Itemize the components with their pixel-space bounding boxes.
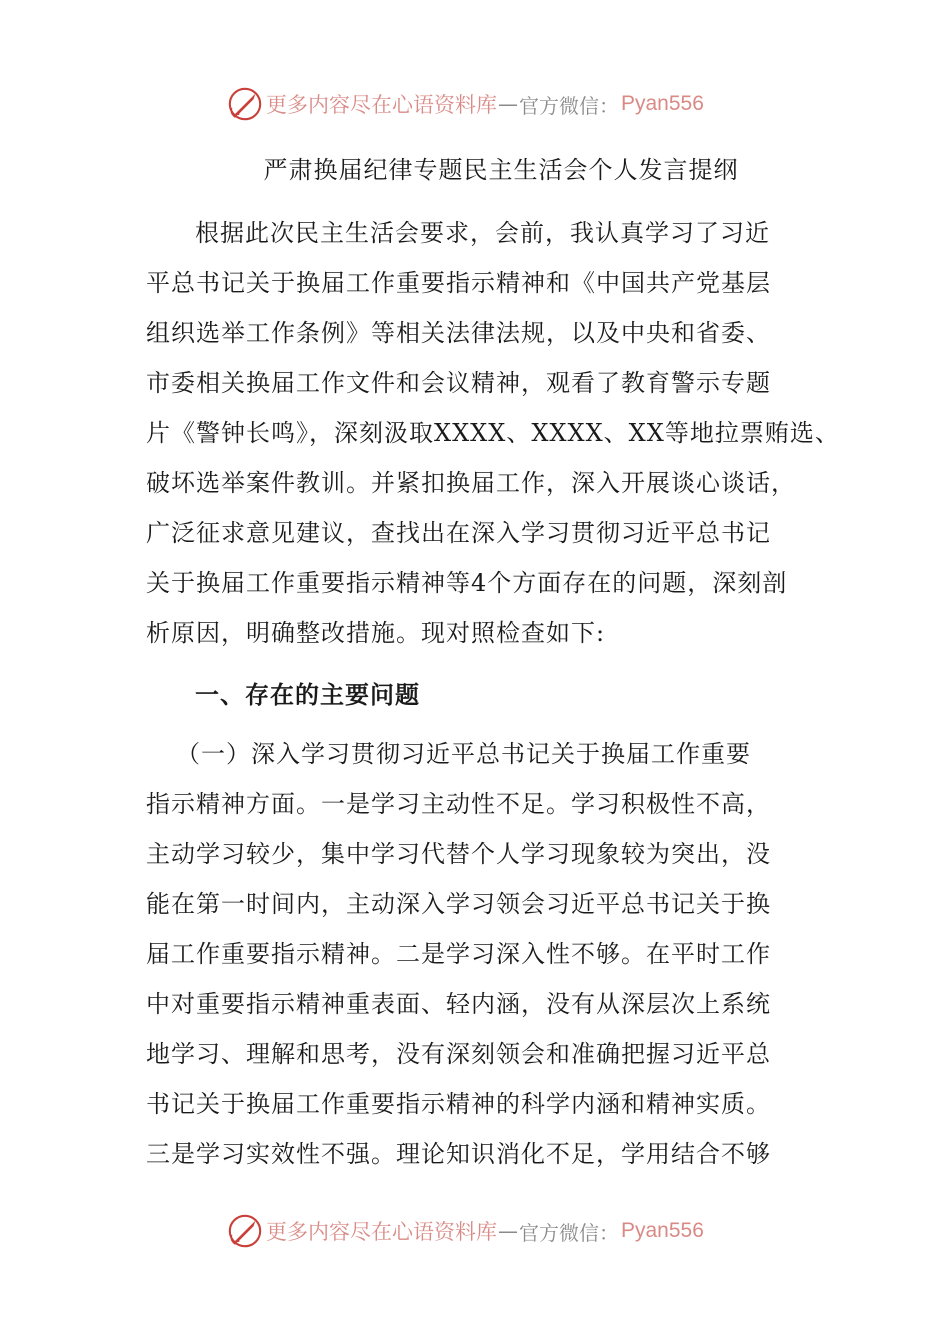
- section1-line: 届工作重要指示精神。二是学习深入性不够。在平时工作: [146, 940, 771, 968]
- section1-line: 能在第一时间内，主动深入学习领会习近平总书记关于换: [146, 890, 771, 918]
- section1-line: 主动学习较少，集中学习代替个人学习现象较为突出，没: [146, 840, 771, 868]
- watermark-dash: —: [498, 1219, 518, 1243]
- watermark-banner-bottom: [226, 1211, 746, 1251]
- section1-paragraph: [146, 729, 826, 1179]
- section1-line: 三是学习实效性不强。理论知识消化不足，学用结合不够: [146, 1140, 771, 1168]
- intro-line: 根据此次民主生活会要求，会前，我认真学习了习近: [195, 219, 770, 247]
- section1-line: （一）深入学习贯彻习近平总书记关于换届工作重要: [176, 740, 751, 768]
- intro-line: 平总书记关于换届工作重要指示精神和《中国共产党基层: [146, 269, 771, 297]
- watermark-site-text: 更多内容尽在心语资料库: [266, 1220, 497, 1244]
- watermark-wechat-id: Pyan556: [621, 1219, 704, 1242]
- pen-logo-icon: [226, 85, 264, 123]
- watermark-site-text: 更多内容尽在心语资料库: [266, 93, 497, 117]
- intro-line: 破坏选举案件教训。并紧扣换届工作，深入开展谈心谈话，: [146, 469, 796, 497]
- watermark-dash: —: [498, 92, 518, 116]
- intro-line: 广泛征求意见建议，查找出在深入学习贯彻习近平总书记: [146, 519, 771, 547]
- watermark-banner-top: [226, 84, 746, 124]
- intro-line: 关于换届工作重要指示精神等4个方面存在的问题，深刻剖: [146, 569, 788, 597]
- section1-line: 中对重要指示精神重表面、轻内涵，没有从深层次上系统: [146, 990, 771, 1018]
- watermark-wechat-id: Pyan556: [621, 92, 704, 115]
- watermark-wechat-label: 官方微信：: [519, 1220, 619, 1245]
- intro-line: 析原因，明确整改措施。现对照检查如下:: [146, 619, 606, 647]
- section1-line: 书记关于换届工作重要指示精神的科学内涵和精神实质。: [146, 1090, 771, 1118]
- document-title: 严肃换届纪律专题民主生活会个人发言提纲: [263, 156, 739, 184]
- section-heading: 一、存在的主要问题: [195, 681, 420, 709]
- intro-paragraph: [146, 208, 840, 658]
- intro-line: 片《警钟长鸣》，深刻汲取XXXX、XXXX、XX等地拉票贿选、: [146, 419, 840, 447]
- pen-logo-icon: [226, 1212, 264, 1250]
- intro-line: 组织选举工作条例》等相关法律法规，以及中央和省委、: [146, 319, 771, 347]
- section1-line: 指示精神方面。一是学习主动性不足。学习积极性不高，: [146, 790, 771, 818]
- section1-line: 地学习、理解和思考，没有深刻领会和准确把握习近平总: [146, 1040, 771, 1068]
- intro-line: 市委相关换届工作文件和会议精神，观看了教育警示专题: [146, 369, 771, 397]
- watermark-wechat-label: 官方微信：: [519, 93, 619, 118]
